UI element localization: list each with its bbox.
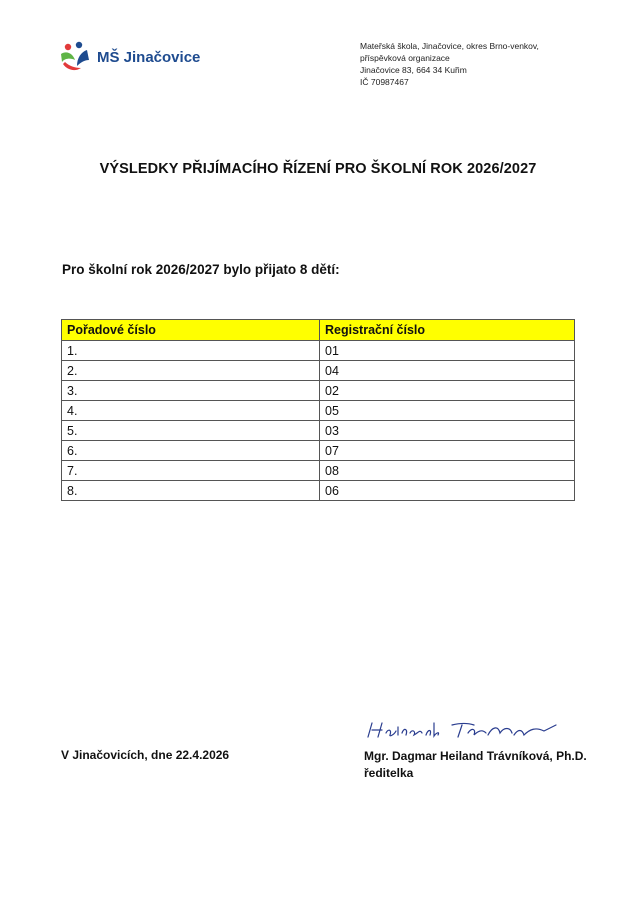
signature-block bbox=[364, 748, 587, 782]
order-number-cell: 1. bbox=[62, 341, 320, 361]
table-row bbox=[62, 481, 575, 501]
registration-number-cell: 03 bbox=[320, 421, 575, 441]
admission-results-table bbox=[61, 319, 575, 501]
table-row bbox=[62, 361, 575, 381]
registration-number-cell: 07 bbox=[320, 441, 575, 461]
order-number-cell: 7. bbox=[62, 461, 320, 481]
org-line: Jinačovice 83, 664 34 Kuřim bbox=[360, 65, 467, 75]
school-logo bbox=[57, 40, 201, 74]
org-line: příspěvková organizace bbox=[360, 53, 450, 63]
school-logo-icon bbox=[57, 40, 93, 74]
place-and-date: V Jinačovicích, dne 22.4.2026 bbox=[61, 748, 230, 762]
registration-number-cell: 04 bbox=[320, 361, 575, 381]
order-number-cell: 8. bbox=[62, 481, 320, 501]
organization-address bbox=[360, 40, 539, 88]
column-header-registration: Registrační číslo bbox=[320, 320, 575, 341]
signature-image bbox=[364, 719, 564, 743]
table-row bbox=[62, 381, 575, 401]
document-title: VÝSLEDKY PŘIJÍMACÍHO ŘÍZENÍ PRO ŠKOLNÍ ROK 2026/2027 bbox=[99, 161, 537, 177]
order-number-cell: 3. bbox=[62, 381, 320, 401]
school-logo-text: MŠ Jinačovice bbox=[97, 49, 201, 66]
order-number-cell: 6. bbox=[62, 441, 320, 461]
registration-number-cell: 01 bbox=[320, 341, 575, 361]
handwritten-signature bbox=[364, 719, 564, 748]
table-row bbox=[62, 401, 575, 421]
signer-name: Mgr. Dagmar Heiland Trávníková, Ph.D. bbox=[364, 749, 587, 763]
table-row bbox=[62, 441, 575, 461]
registration-number-cell: 05 bbox=[320, 401, 575, 421]
order-number-cell: 4. bbox=[62, 401, 320, 421]
column-header-order: Pořadové číslo bbox=[62, 320, 320, 341]
registration-number-cell: 02 bbox=[320, 381, 575, 401]
order-number-cell: 2. bbox=[62, 361, 320, 381]
registration-number-cell: 06 bbox=[320, 481, 575, 501]
org-line: Mateřská škola, Jinačovice, okres Brno-venkov, bbox=[360, 41, 539, 51]
table-header-row bbox=[62, 320, 575, 341]
order-number-cell: 5. bbox=[62, 421, 320, 441]
registration-number-cell: 08 bbox=[320, 461, 575, 481]
table-row bbox=[62, 461, 575, 481]
table-row bbox=[62, 341, 575, 361]
org-line: IČ 70987467 bbox=[360, 77, 409, 87]
signer-role: ředitelka bbox=[364, 766, 414, 780]
intro-text: Pro školní rok 2026/2027 bylo přijato 8 dětí: bbox=[62, 262, 340, 277]
table-row bbox=[62, 421, 575, 441]
